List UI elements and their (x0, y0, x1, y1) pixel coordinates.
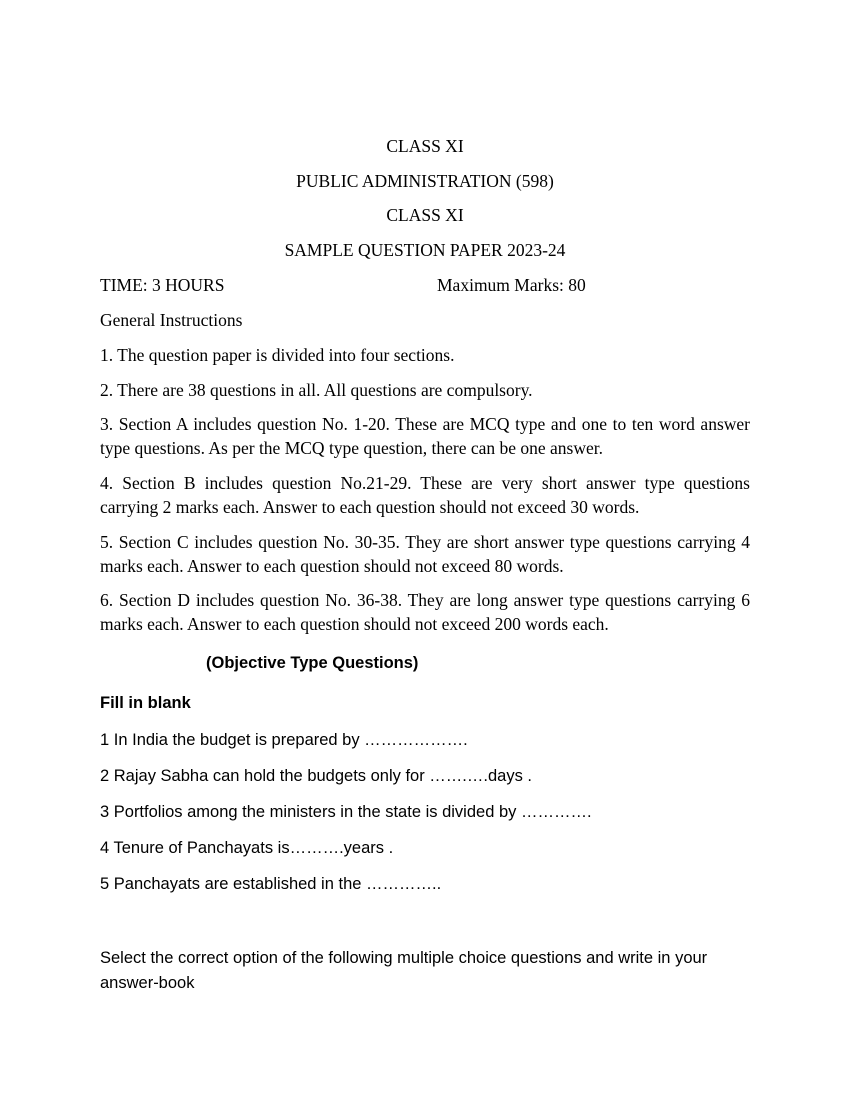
instruction-item: 2. There are 38 questions in all. All questions are compulsory. (100, 380, 533, 400)
exam-time: TIME: 3 HOURS (100, 275, 225, 295)
class-title: CLASS XI (386, 136, 464, 156)
instructions-heading: General Instructions (100, 310, 243, 330)
question-item: 2 Rajay Sabha can hold the budgets only for …….….days . (100, 767, 532, 785)
instruction-item: 4. Section B includes question No.21-29. These are very short answer type questions carrying 2 marks each. Answer to each question should not exceed 30 words. (100, 473, 750, 517)
instruction-item: 5. Section C includes question No. 30-35. They are short answer type questions carrying 4 marks each. Answer to each question should not exceed 80 words. (100, 532, 750, 576)
mcq-instruction: Select the correct option of the following multiple choice questions and write in your answer-book (100, 949, 708, 992)
question-item: 3 Portfolios among the ministers in the state is divided by …………. (100, 803, 592, 821)
instruction-item: 6. Section D includes question No. 36-38. They are long answer type questions carrying 6 marks each. Answer to each question should not exceed 200 words each. (100, 590, 750, 634)
subject-title: PUBLIC ADMINISTRATION (598) (296, 171, 554, 191)
paper-title: SAMPLE QUESTION PAPER 2023-24 (284, 240, 566, 260)
maximum-marks: Maximum Marks: 80 (437, 275, 586, 295)
question-item: 4 Tenure of Panchayats is……….years . (100, 839, 394, 857)
question-item: 5 Panchayats are established in the ………….. (100, 875, 442, 893)
question-item: 1 In India the budget is prepared by ………………. (100, 731, 468, 749)
fill-in-blank-heading: Fill in blank (100, 694, 191, 712)
class-title-repeat: CLASS XI (386, 205, 464, 225)
objective-section-heading: (Objective Type Questions) (206, 654, 419, 672)
instruction-item: 3. Section A includes question No. 1-20. These are MCQ type and one to ten word answer type questions. As per the MCQ type question, there can be one answer. (100, 414, 750, 458)
instruction-item: 1. The question paper is divided into four sections. (100, 345, 455, 365)
